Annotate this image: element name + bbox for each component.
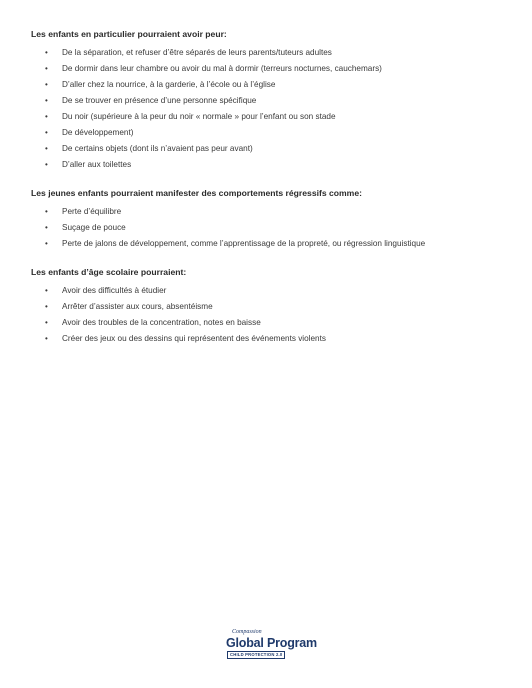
list-item-text: D’aller aux toilettes (62, 160, 132, 169)
list-item-text: Créer des jeux ou des dessins qui représentent des événements violents (62, 334, 326, 343)
section-fears (31, 28, 511, 173)
logo-subtitle: CHILD PROTECTION 2.0 (227, 651, 285, 659)
list-item (31, 125, 511, 141)
list-item (31, 109, 511, 125)
list-item (31, 77, 511, 93)
list-item-text: Perte de jalons de développement, comme l’apprentissage de la propreté, ou régression linguistique (62, 239, 426, 248)
list-item (31, 93, 511, 109)
bullet-icon: • (45, 144, 48, 153)
section-title: Les jeunes enfants pourraient manifester des comportements régressifs comme: (31, 188, 362, 198)
list-item-text: De développement) (62, 128, 134, 137)
list-item-text: De se trouver en présence d’une personne spécifique (62, 96, 257, 105)
bullet-icon: • (45, 334, 48, 343)
bullet-icon: • (45, 207, 48, 216)
list-item (31, 331, 511, 347)
list-item (31, 61, 511, 77)
list-item-text: Suçage de pouce (62, 223, 126, 232)
list-item (31, 45, 511, 61)
list-item (31, 315, 511, 331)
list-item-text: De la séparation, et refuser d’être séparés de leurs parents/tuteurs adultes (62, 48, 332, 57)
list-item-text: Arrêter d’assister aux cours, absentéisme (62, 302, 213, 311)
section-title: Les enfants d’âge scolaire pourraient: (31, 267, 187, 277)
list-item-text: D’aller chez la nourrice, à la garderie, à l’école ou à l’église (62, 80, 276, 89)
list-item (31, 157, 511, 173)
bullet-icon: • (45, 128, 48, 137)
bullet-list (31, 283, 511, 347)
logo-brand: Compassion (232, 629, 262, 635)
list-item-text: Avoir des troubles de la concentration, notes en baisse (62, 318, 261, 327)
list-item (31, 236, 511, 252)
list-item-text: De certains objets (dont ils n’avaient pas peur avant) (62, 144, 253, 153)
list-item (31, 299, 511, 315)
bullet-icon: • (45, 223, 48, 232)
section-title: Les enfants en particulier pourraient avoir peur: (31, 29, 227, 39)
bullet-icon: • (45, 96, 48, 105)
section-school-age (31, 266, 511, 347)
section-regressive-behaviours (31, 187, 511, 252)
list-item (31, 204, 511, 220)
global-program-logo (226, 629, 326, 661)
list-item-text: Perte d’équilibre (62, 207, 122, 216)
list-item-text: Avoir des difficultés à étudier (62, 286, 167, 295)
list-item-text: Du noir (supérieure à la peur du noir « normale » pour l’enfant ou son stade (62, 112, 336, 121)
bullet-icon: • (45, 160, 48, 169)
list-item (31, 141, 511, 157)
bullet-icon: • (45, 239, 48, 248)
bullet-icon: • (45, 80, 48, 89)
bullet-list (31, 204, 511, 252)
bullet-icon: • (45, 318, 48, 327)
list-item (31, 220, 511, 236)
bullet-icon: • (45, 64, 48, 73)
bullet-icon: • (45, 286, 48, 295)
bullet-icon: • (45, 302, 48, 311)
bullet-list (31, 45, 511, 173)
list-item-text: De dormir dans leur chambre ou avoir du mal à dormir (terreurs nocturnes, cauchemars) (62, 64, 382, 73)
logo-title: Global Program (226, 636, 317, 650)
list-item (31, 283, 511, 299)
bullet-icon: • (45, 48, 48, 57)
document-body (31, 28, 511, 361)
bullet-icon: • (45, 112, 48, 121)
